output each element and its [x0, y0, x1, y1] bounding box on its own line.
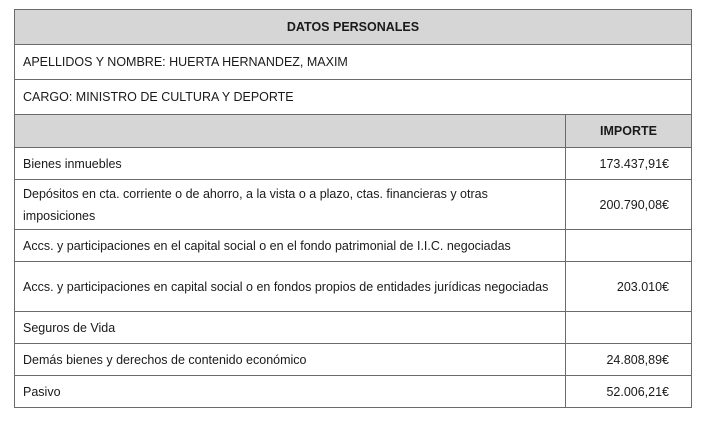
table-row	[15, 344, 692, 376]
row-amount: 200.790,08€	[566, 180, 692, 230]
cargo-row	[15, 80, 692, 115]
table-row	[15, 230, 692, 262]
name-field: APELLIDOS Y NOMBRE: HUERTA HERNANDEZ, MAXIM	[15, 45, 692, 80]
row-concept: Pasivo	[15, 376, 566, 408]
asset-declaration-table	[14, 9, 692, 408]
row-amount: 203.010€	[566, 262, 692, 312]
column-header-row	[15, 115, 692, 148]
row-amount	[566, 312, 692, 344]
name-row	[15, 45, 692, 80]
section-header-row	[15, 10, 692, 45]
row-amount: 52.006,21€	[566, 376, 692, 408]
table-row	[15, 312, 692, 344]
row-concept: Bienes inmuebles	[15, 148, 566, 180]
table-row	[15, 180, 692, 230]
section-title: DATOS PERSONALES	[15, 10, 692, 45]
table-row	[15, 148, 692, 180]
concept-column-header	[15, 115, 566, 148]
row-concept: Accs. y participaciones en capital social o en fondos propios de entidades jurídicas negociadas	[15, 262, 566, 312]
row-concept: Seguros de Vida	[15, 312, 566, 344]
row-amount	[566, 230, 692, 262]
row-concept: Depósitos en cta. corriente o de ahorro, a la vista o a plazo, ctas. financieras y otras imposiciones	[15, 180, 566, 230]
amount-column-header: IMPORTE	[566, 115, 692, 148]
row-amount: 173.437,91€	[566, 148, 692, 180]
table-row	[15, 376, 692, 408]
row-concept: Accs. y participaciones en el capital social o en el fondo patrimonial de I.I.C. negociadas	[15, 230, 566, 262]
cargo-field: CARGO: MINISTRO DE CULTURA Y DEPORTE	[15, 80, 692, 115]
row-amount: 24.808,89€	[566, 344, 692, 376]
table-row	[15, 262, 692, 312]
row-concept: Demás bienes y derechos de contenido económico	[15, 344, 566, 376]
